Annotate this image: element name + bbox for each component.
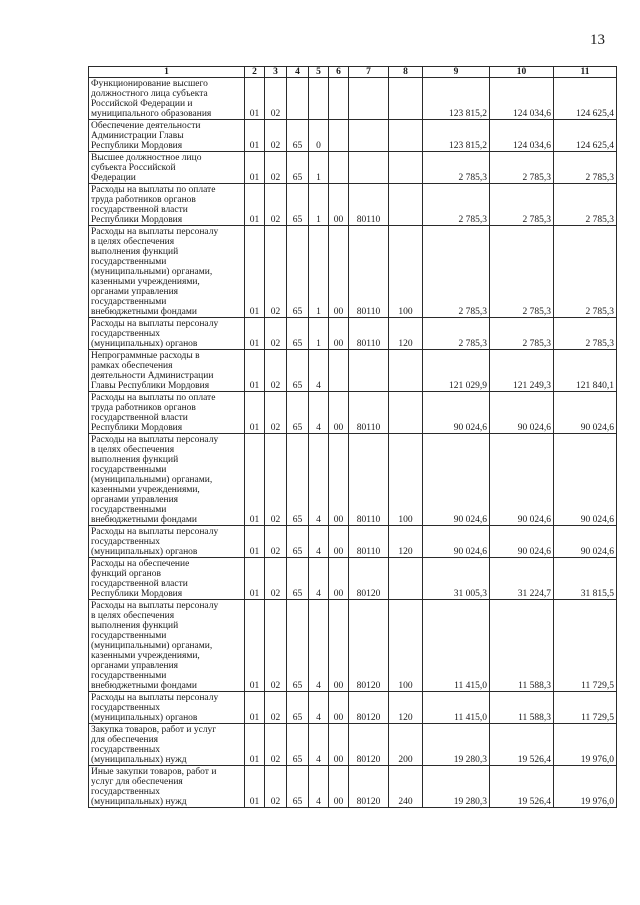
subprogram-code-cell: 0 [309,120,329,152]
amount-cell-col9: 90 024,6 [423,392,490,434]
subprogram-code-cell: 4 [309,350,329,392]
expense-type-cell [389,350,423,392]
program-code-cell [287,78,309,120]
table-row [89,724,617,766]
subsection-code-cell: 02 [265,558,287,600]
event-code-cell [329,120,349,152]
event-code-cell: 00 [329,724,349,766]
event-code-cell [329,350,349,392]
column-header: 1 [89,67,245,78]
subprogram-code-cell: 1 [309,318,329,350]
subprogram-code-cell: 4 [309,766,329,808]
section-code-cell: 01 [245,78,265,120]
section-code-cell: 01 [245,558,265,600]
subprogram-code-cell: 4 [309,392,329,434]
row-name-cell: Расходы на выплаты персоналу в целях обеспечения выполнения функций государственными (муниципальными) органами, казенными учреждениями, органами управления государственными внебюджетными фондами [89,600,245,692]
amount-cell-col11: 2 785,3 [554,226,617,318]
subsection-code-cell: 02 [265,392,287,434]
table-row [89,434,617,526]
target-article-cell [349,152,389,184]
section-code-cell: 01 [245,434,265,526]
program-code-cell: 65 [287,766,309,808]
table-row [89,692,617,724]
subprogram-code-cell: 4 [309,600,329,692]
row-name-cell: Расходы на обеспечение функций органов государственной власти Республики Мордовия [89,558,245,600]
program-code-cell: 65 [287,152,309,184]
column-header: 3 [265,67,287,78]
subsection-code-cell: 02 [265,692,287,724]
section-code-cell: 01 [245,692,265,724]
column-header: 5 [309,67,329,78]
target-article-cell: 80110 [349,392,389,434]
target-article-cell: 80110 [349,184,389,226]
column-header: 9 [423,67,490,78]
table-header-row [89,67,617,78]
amount-cell-col11: 2 785,3 [554,152,617,184]
table-row [89,318,617,350]
table-row [89,526,617,558]
subprogram-code-cell [309,78,329,120]
amount-cell-col11: 31 815,5 [554,558,617,600]
amount-cell-col10: 31 224,7 [490,558,554,600]
row-name-cell: Расходы на выплаты по оплате труда работников органов государственной власти Республики Мордовия [89,184,245,226]
table-row [89,152,617,184]
expense-type-cell: 120 [389,318,423,350]
program-code-cell: 65 [287,184,309,226]
subprogram-code-cell: 1 [309,184,329,226]
target-article-cell: 80120 [349,766,389,808]
amount-cell-col10: 90 024,6 [490,434,554,526]
event-code-cell: 00 [329,600,349,692]
budget-table [88,66,617,808]
section-code-cell: 01 [245,152,265,184]
amount-cell-col9: 90 024,6 [423,526,490,558]
expense-type-cell [389,184,423,226]
amount-cell-col10: 124 034,6 [490,78,554,120]
section-code-cell: 01 [245,766,265,808]
amount-cell-col11: 11 729,5 [554,692,617,724]
expense-type-cell [389,152,423,184]
target-article-cell: 80120 [349,558,389,600]
event-code-cell: 00 [329,226,349,318]
row-name-cell: Непрограммные расходы в рамках обеспечения деятельности Администрации Главы Республики Мордовия [89,350,245,392]
target-article-cell: 80110 [349,226,389,318]
amount-cell-col11: 90 024,6 [554,526,617,558]
amount-cell-col10: 124 034,6 [490,120,554,152]
amount-cell-col9: 19 280,3 [423,766,490,808]
column-header: 7 [349,67,389,78]
target-article-cell [349,350,389,392]
subsection-code-cell: 02 [265,78,287,120]
target-article-cell: 80120 [349,600,389,692]
section-code-cell: 01 [245,392,265,434]
amount-cell-col11: 19 976,0 [554,724,617,766]
program-code-cell: 65 [287,724,309,766]
amount-cell-col11: 90 024,6 [554,434,617,526]
column-header: 8 [389,67,423,78]
subsection-code-cell: 02 [265,766,287,808]
event-code-cell [329,78,349,120]
target-article-cell: 80110 [349,434,389,526]
amount-cell-col9: 2 785,3 [423,184,490,226]
section-code-cell: 01 [245,600,265,692]
subsection-code-cell: 02 [265,152,287,184]
expense-type-cell: 120 [389,526,423,558]
column-header: 2 [245,67,265,78]
amount-cell-col11: 11 729,5 [554,600,617,692]
event-code-cell: 00 [329,558,349,600]
section-code-cell: 01 [245,184,265,226]
amount-cell-col10: 11 588,3 [490,692,554,724]
subsection-code-cell: 02 [265,724,287,766]
program-code-cell: 65 [287,392,309,434]
amount-cell-col10: 121 249,3 [490,350,554,392]
row-name-cell: Расходы на выплаты персоналу государственных (муниципальных) органов [89,318,245,350]
row-name-cell: Функционирование высшего должностного лица субъекта Российской Федерации и муниципального образования [89,78,245,120]
table-row [89,558,617,600]
target-article-cell [349,78,389,120]
row-name-cell: Расходы на выплаты персоналу государственных (муниципальных) органов [89,692,245,724]
section-code-cell: 01 [245,120,265,152]
row-name-cell: Расходы на выплаты персоналу в целях обеспечения выполнения функций государственными (муниципальными) органами, казенными учреждениями, органами управления государственными внебюджетными фондами [89,226,245,318]
amount-cell-col9: 2 785,3 [423,152,490,184]
target-article-cell: 80120 [349,692,389,724]
target-article-cell [349,120,389,152]
amount-cell-col11: 124 625,4 [554,78,617,120]
expense-type-cell [389,120,423,152]
subprogram-code-cell: 4 [309,558,329,600]
amount-cell-col11: 2 785,3 [554,184,617,226]
row-name-cell: Закупка товаров, работ и услуг для обеспечения государственных (муниципальных) нужд [89,724,245,766]
table-body [89,78,617,808]
target-article-cell: 80110 [349,318,389,350]
amount-cell-col11: 124 625,4 [554,120,617,152]
amount-cell-col9: 2 785,3 [423,226,490,318]
row-name-cell: Иные закупки товаров, работ и услуг для обеспечения государственных (муниципальных) нужд [89,766,245,808]
program-code-cell: 65 [287,350,309,392]
expense-type-cell: 100 [389,434,423,526]
program-code-cell: 65 [287,526,309,558]
subsection-code-cell: 02 [265,318,287,350]
amount-cell-col9: 90 024,6 [423,434,490,526]
event-code-cell [329,152,349,184]
amount-cell-col11: 90 024,6 [554,392,617,434]
amount-cell-col9: 11 415,0 [423,692,490,724]
event-code-cell: 00 [329,692,349,724]
amount-cell-col9: 121 029,9 [423,350,490,392]
program-code-cell: 65 [287,692,309,724]
amount-cell-col10: 2 785,3 [490,318,554,350]
subsection-code-cell: 02 [265,350,287,392]
subprogram-code-cell: 4 [309,434,329,526]
amount-cell-col10: 11 588,3 [490,600,554,692]
table-row [89,392,617,434]
column-header: 10 [490,67,554,78]
event-code-cell: 00 [329,766,349,808]
page-number: 13 [590,32,605,48]
table-row [89,350,617,392]
expense-type-cell: 100 [389,600,423,692]
section-code-cell: 01 [245,226,265,318]
subsection-code-cell: 02 [265,526,287,558]
amount-cell-col10: 2 785,3 [490,152,554,184]
expense-type-cell [389,392,423,434]
event-code-cell: 00 [329,526,349,558]
amount-cell-col9: 123 815,2 [423,78,490,120]
amount-cell-col9: 11 415,0 [423,600,490,692]
table-row [89,600,617,692]
program-code-cell: 65 [287,318,309,350]
table-row [89,766,617,808]
expense-type-cell: 100 [389,226,423,318]
event-code-cell: 00 [329,184,349,226]
amount-cell-col10: 19 526,4 [490,766,554,808]
column-header: 4 [287,67,309,78]
table-row [89,78,617,120]
amount-cell-col9: 123 815,2 [423,120,490,152]
program-code-cell: 65 [287,434,309,526]
amount-cell-col10: 90 024,6 [490,526,554,558]
subprogram-code-cell: 1 [309,152,329,184]
amount-cell-col10: 90 024,6 [490,392,554,434]
event-code-cell: 00 [329,318,349,350]
table-row [89,120,617,152]
amount-cell-col10: 19 526,4 [490,724,554,766]
section-code-cell: 01 [245,318,265,350]
column-header: 6 [329,67,349,78]
expense-type-cell: 240 [389,766,423,808]
amount-cell-col10: 2 785,3 [490,184,554,226]
expense-type-cell [389,558,423,600]
subsection-code-cell: 02 [265,120,287,152]
subsection-code-cell: 02 [265,434,287,526]
table-row [89,226,617,318]
amount-cell-col11: 121 840,1 [554,350,617,392]
subsection-code-cell: 02 [265,226,287,318]
row-name-cell: Расходы на выплаты персоналу государственных (муниципальных) органов [89,526,245,558]
program-code-cell: 65 [287,558,309,600]
expense-type-cell: 200 [389,724,423,766]
program-code-cell: 65 [287,120,309,152]
amount-cell-col11: 2 785,3 [554,318,617,350]
program-code-cell: 65 [287,600,309,692]
subsection-code-cell: 02 [265,600,287,692]
section-code-cell: 01 [245,350,265,392]
event-code-cell: 00 [329,392,349,434]
row-name-cell: Обеспечение деятельности Администрации Главы Республики Мордовия [89,120,245,152]
row-name-cell: Высшее должностное лицо субъекта Российской Федерации [89,152,245,184]
amount-cell-col11: 19 976,0 [554,766,617,808]
amount-cell-col9: 2 785,3 [423,318,490,350]
target-article-cell: 80120 [349,724,389,766]
event-code-cell: 00 [329,434,349,526]
amount-cell-col9: 31 005,3 [423,558,490,600]
target-article-cell: 80110 [349,526,389,558]
program-code-cell: 65 [287,226,309,318]
section-code-cell: 01 [245,526,265,558]
amount-cell-col10: 2 785,3 [490,226,554,318]
row-name-cell: Расходы на выплаты по оплате труда работников органов государственной власти Республики Мордовия [89,392,245,434]
subsection-code-cell: 02 [265,184,287,226]
subprogram-code-cell: 4 [309,692,329,724]
subprogram-code-cell: 1 [309,226,329,318]
table-row [89,184,617,226]
subprogram-code-cell: 4 [309,526,329,558]
expense-type-cell: 120 [389,692,423,724]
section-code-cell: 01 [245,724,265,766]
expense-type-cell [389,78,423,120]
subprogram-code-cell: 4 [309,724,329,766]
amount-cell-col9: 19 280,3 [423,724,490,766]
row-name-cell: Расходы на выплаты персоналу в целях обеспечения выполнения функций государственными (муниципальными) органами, казенными учреждениями, органами управления государственными внебюджетными фондами [89,434,245,526]
column-header: 11 [554,67,617,78]
